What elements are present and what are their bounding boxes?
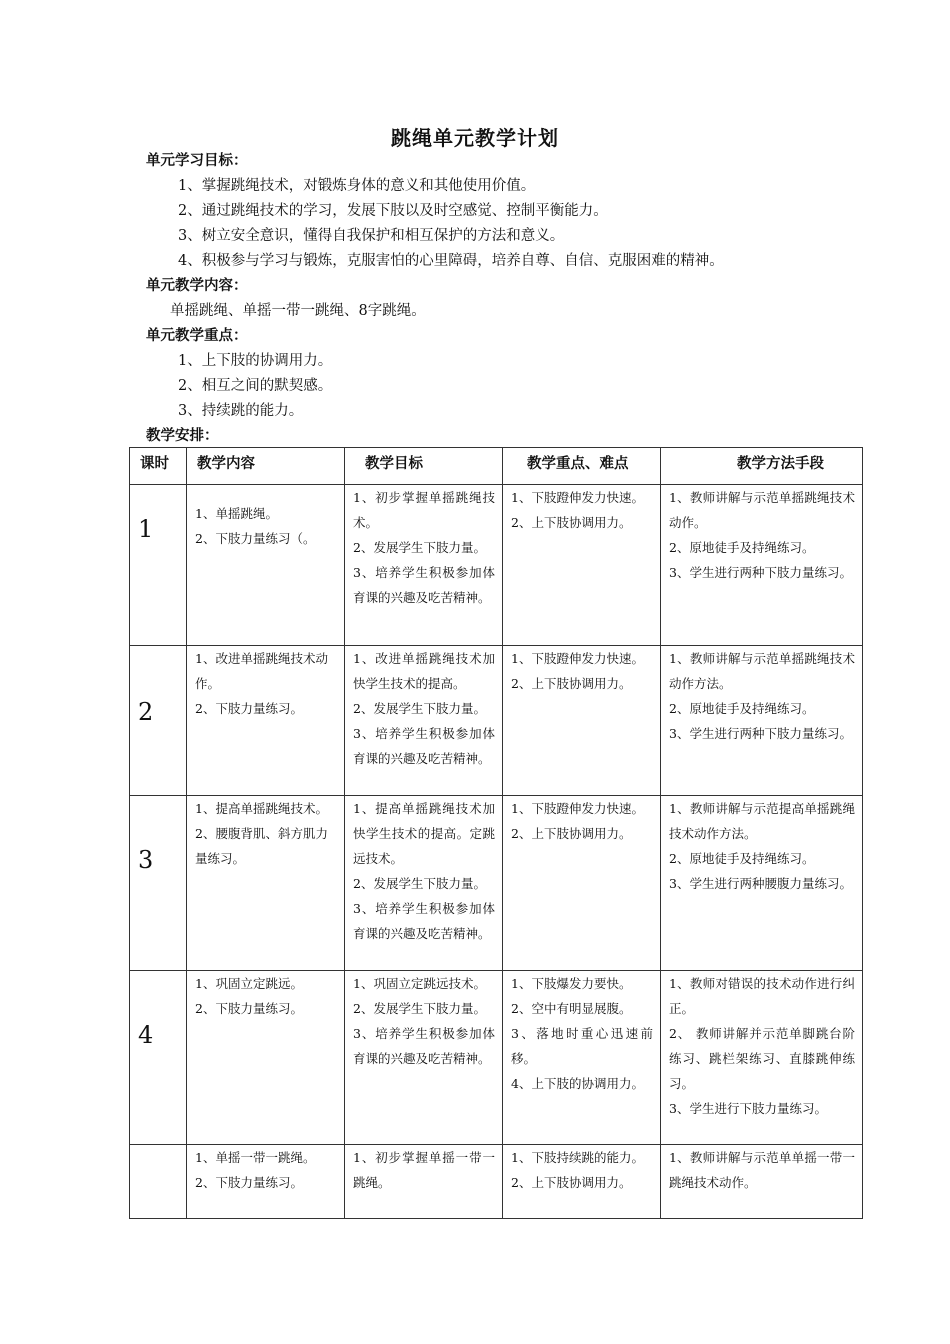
keypoints-cell: 1、下肢爆发力要快。 2、空中有明显展腹。 3、落地时重心迅速前移。 4、上下肢的协调用力。 (503, 971, 661, 1145)
methods-cell: 1、教师讲解与示范提高单摇跳绳技术动作方法。 2、原地徒手及持绳练习。 3、学生进行两种腰腹力量练习。 (661, 796, 863, 971)
column-header-keypoints: 教学重点、难点 (503, 448, 661, 485)
objectives-cell: 1、提高单摇跳绳技术加快学生技术的提高。定跳远技术。 2、发展学生下肢力量。 3、培养学生积极参加体育课的兴趣及吃苦精神。 (345, 796, 503, 971)
keypoints-cell: 1、下肢蹬伸发力快速。 2、上下肢协调用力。 (503, 796, 661, 971)
methods-cell: 1、教师讲解与示范单摇跳绳技术动作方法。 2、原地徒手及持绳练习。 3、学生进行两种下肢力量练习。 (661, 646, 863, 796)
focus-heading: 单元教学重点： (146, 328, 248, 344)
column-header-methods: 教学方法手段 (661, 448, 863, 485)
content-cell: 1、改进单摇跳绳技术动作。 2、下肢力量练习。 (187, 646, 345, 796)
content-cell: 1、单摇跳绳。 2、下肢力量练习（。 (187, 485, 345, 646)
focus-item: 1、上下肢的协调用力。 (178, 353, 333, 369)
keypoints-cell: 1、下肢蹬伸发力快速。 2、上下肢协调用力。 (503, 646, 661, 796)
goal-item: 2、通过跳绳技术的学习，发展下肢以及时空感觉、控制平衡能力。 (178, 203, 608, 219)
schedule-heading: 教学安排： (146, 428, 219, 444)
focus-item: 2、相互之间的默契感。 (178, 378, 333, 394)
methods-cell: 1、教师讲解与示范单单摇一带一跳绳技术动作。 (661, 1145, 863, 1219)
keypoints-cell: 1、下肢持续跳的能力。 2、上下肢协调用力。 (503, 1145, 661, 1219)
methods-cell: 1、教师讲解与示范单摇跳绳技术动作。 2、原地徒手及持绳练习。 3、学生进行两种下肢力量练习。 (661, 485, 863, 646)
content-heading: 单元教学内容： (146, 278, 248, 294)
focus-item: 3、持续跳的能力。 (178, 403, 304, 419)
column-header-lesson: 课时 (130, 448, 187, 485)
objectives-cell: 1、改进单摇跳绳技术加快学生技术的提高。 2、发展学生下肢力量。 3、培养学生积极参加体育课的兴趣及吃苦精神。 (345, 646, 503, 796)
keypoints-cell: 1、下肢蹬伸发力快速。 2、上下肢协调用力。 (503, 485, 661, 646)
objectives-cell: 1、巩固立定跳远技术。 2、发展学生下肢力量。 3、培养学生积极参加体育课的兴趣及吃苦精神。 (345, 971, 503, 1145)
table-row (130, 971, 863, 1145)
lesson-number (130, 1145, 187, 1219)
content-cell: 1、提高单摇跳绳技术。 2、腰腹背肌、斜方肌力量练习。 (187, 796, 345, 971)
content-cell: 1、单摇一带一跳绳。 2、下肢力量练习。 (187, 1145, 345, 1219)
document-title: 跳绳单元教学计划 (391, 126, 559, 150)
goal-item: 1、掌握跳绳技术，对锻炼身体的意义和其他使用价值。 (178, 178, 536, 194)
goal-item: 4、积极参与学习与锻炼，克服害怕的心里障碍，培养自尊、自信、克服困难的精神。 (178, 253, 724, 269)
table-header-row (130, 448, 863, 485)
objectives-cell: 1、初步掌握单摇一带一跳绳。 (345, 1145, 503, 1219)
lesson-number: 1 (130, 485, 187, 646)
goal-item: 3、树立安全意识，懂得自我保护和相互保护的方法和意义。 (178, 228, 565, 244)
goals-heading: 单元学习目标： (146, 153, 248, 169)
table-row (130, 485, 863, 646)
objectives-cell: 1、初步掌握单摇跳绳技术。 2、发展学生下肢力量。 3、培养学生积极参加体育课的兴趣及吃苦精神。 (345, 485, 503, 646)
content-text: 单摇跳绳、单摇一带一跳绳、8字跳绳。 (170, 303, 426, 319)
column-header-content: 教学内容 (187, 448, 345, 485)
content-cell: 1、巩固立定跳远。 2、下肢力量练习。 (187, 971, 345, 1145)
column-header-objectives: 教学目标 (345, 448, 503, 485)
table-row (130, 796, 863, 971)
methods-cell: 1、教师对错误的技术动作进行纠正。 2、 教师讲解并示范单脚跳台阶练习、跳栏架练习、直膝跳伸练习。 3、学生进行下肢力量练习。 (661, 971, 863, 1145)
table-row (130, 646, 863, 796)
lesson-number: 2 (130, 646, 187, 796)
lesson-number: 3 (130, 796, 187, 971)
schedule-table (129, 447, 863, 1219)
table-row (130, 1145, 863, 1219)
lesson-number: 4 (130, 971, 187, 1145)
